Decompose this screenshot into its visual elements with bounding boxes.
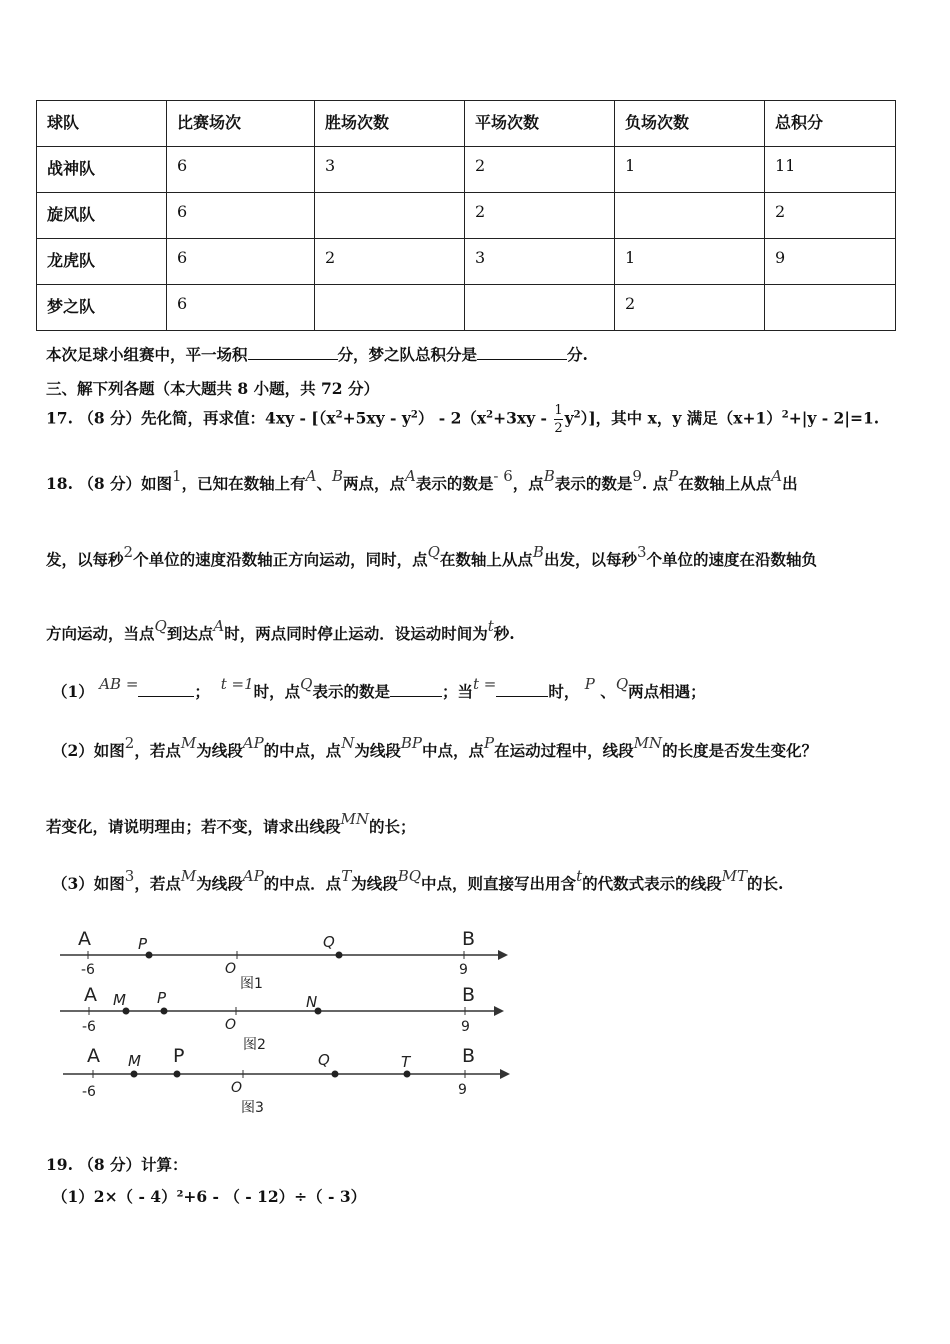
label-M: M	[128, 1052, 141, 1070]
text: 、	[316, 474, 332, 493]
text: 中点，点	[421, 741, 484, 760]
math: t	[576, 867, 583, 885]
text: 本次足球小组赛中，平一场积	[46, 345, 248, 364]
table-cell: 龙虎队	[37, 239, 167, 285]
table-cell: 3	[465, 239, 615, 285]
text: 秒.	[493, 624, 515, 643]
table-cell: 2	[315, 239, 465, 285]
label-B: B	[462, 928, 476, 950]
text: （2）如图	[52, 741, 125, 760]
table-cell: 9	[765, 239, 896, 285]
figure-caption: 图1	[240, 976, 263, 992]
math: P	[668, 467, 679, 485]
text: 的代数式表示的线段	[582, 874, 722, 893]
math: 9	[632, 467, 642, 485]
math: A	[305, 467, 317, 485]
math: - 6	[493, 467, 513, 485]
math: Q	[300, 675, 313, 693]
exponent: 2	[573, 409, 581, 421]
table-row	[37, 239, 896, 285]
question-18-part2	[52, 734, 818, 761]
math: 2	[124, 734, 135, 752]
figure-2	[60, 984, 504, 1053]
label-P: P	[157, 989, 167, 1007]
table-cell: 旋风队	[37, 193, 167, 239]
label-A: A	[78, 928, 91, 950]
table-cell: 6	[167, 147, 315, 193]
question-18-line2	[46, 543, 818, 570]
text: 若变化，请说明理由；若不变，请求出线段	[46, 817, 341, 836]
score-table	[36, 100, 896, 331]
exponent: 2	[410, 409, 418, 421]
label-O: O	[231, 1080, 243, 1096]
text: 17. （8 分）先化简，再求值：4xy - [（x	[46, 408, 336, 428]
text: 时，两点同时停止运动．设运动时间为	[224, 624, 488, 643]
table-cell: 6	[167, 193, 315, 239]
text: 的长.	[746, 874, 784, 893]
text: 分.	[567, 345, 588, 364]
table-cell: 1	[615, 147, 765, 193]
math: 3	[636, 543, 647, 561]
math: BQ	[397, 867, 422, 885]
text: . 点	[641, 474, 669, 493]
text: 在运动过程中，线段	[494, 741, 634, 760]
tick-label: 9	[459, 962, 468, 978]
math: P	[483, 734, 495, 752]
table-row	[37, 193, 896, 239]
tick-label: -6	[81, 962, 95, 978]
text: 分，梦之队总积分是	[337, 345, 478, 364]
label-A: A	[84, 984, 97, 1006]
math: AP	[242, 734, 264, 752]
table-cell: 2	[465, 193, 615, 239]
table-cell: 2	[615, 285, 765, 331]
text: 方向运动，当点	[46, 624, 155, 643]
table-cell: 6	[167, 285, 315, 331]
answer-blank	[390, 682, 442, 697]
text: 时，点	[253, 682, 301, 701]
text: ；当	[441, 682, 473, 701]
text: 出	[782, 474, 798, 493]
math: t	[487, 617, 494, 635]
text: 为线段	[354, 741, 401, 760]
math: A	[771, 467, 783, 485]
text: 的中点，点	[263, 741, 342, 760]
tick-label: 9	[458, 1082, 467, 1098]
table-cell	[615, 193, 765, 239]
question-18-line1	[46, 467, 798, 494]
label-B: B	[462, 984, 476, 1006]
text: （3）如图	[52, 874, 125, 893]
math: t =	[473, 675, 497, 693]
math: MT	[721, 867, 747, 885]
table-cell: 1	[615, 239, 765, 285]
math: MN	[633, 734, 663, 752]
figure-caption: 图2	[243, 1037, 266, 1053]
text: 个单位的速度沿数轴正方向运动，同时，点	[133, 550, 428, 569]
math: BP	[400, 734, 422, 752]
math: 1	[172, 467, 182, 485]
text: 表示的数是	[312, 682, 390, 701]
table-cell	[315, 193, 465, 239]
table-row	[37, 285, 896, 331]
text: +3xy -	[493, 408, 553, 428]
figure-3	[63, 1045, 510, 1116]
header-cell: 负场次数	[615, 101, 765, 147]
label-M: M	[113, 991, 126, 1009]
text: 表示的数是	[415, 474, 494, 493]
text: ；	[194, 682, 210, 701]
header-cell: 平场次数	[465, 101, 615, 147]
label-P: P	[173, 1045, 185, 1067]
point-marker	[336, 952, 343, 959]
question-19-title: 19. （8 分）计算：	[46, 1155, 188, 1174]
exponent: 2	[486, 409, 494, 421]
text: 为线段	[196, 741, 243, 760]
math: 2	[123, 543, 134, 561]
math: T	[341, 867, 352, 885]
text: 、	[600, 682, 616, 701]
text: ，若点	[134, 874, 181, 893]
label-Q: Q	[318, 1051, 330, 1069]
math: Q	[154, 617, 167, 635]
point-marker	[332, 1071, 339, 1078]
fraction-numerator: 1	[554, 403, 563, 418]
text: ） - 2（x	[417, 408, 487, 428]
question-18-line3	[46, 617, 515, 644]
arrow-head	[498, 950, 508, 960]
math: MN	[340, 810, 369, 828]
text: （1）	[52, 682, 94, 701]
math: A	[213, 617, 225, 635]
math: P	[584, 675, 595, 693]
question-17	[46, 402, 879, 437]
math: B	[331, 467, 343, 485]
figure-1	[60, 928, 508, 992]
question-18-part3	[52, 867, 784, 894]
table-cell: 2	[765, 193, 896, 239]
text: 出发，以每秒	[543, 550, 637, 569]
table-cell: 11	[765, 147, 896, 193]
text: 的长；	[369, 817, 416, 836]
section-title: 三、解下列各题（本大题共 8 小题，共 72 分）	[46, 379, 379, 398]
label-T: T	[401, 1053, 411, 1071]
answer-blank	[496, 682, 548, 697]
text: +5xy - y	[342, 408, 411, 428]
table-cell	[465, 285, 615, 331]
math: Q	[615, 675, 629, 693]
header-cell: 胜场次数	[315, 101, 465, 147]
point-marker	[174, 1071, 181, 1078]
number-line-figures	[0, 915, 950, 1125]
label-Q: Q	[323, 933, 335, 951]
table-cell	[765, 285, 896, 331]
text: 两点相遇；	[628, 682, 706, 701]
text: ，若点	[134, 741, 181, 760]
text: ，已知在数轴上有	[181, 474, 306, 493]
figure-caption: 图3	[241, 1100, 264, 1116]
text: 中点，则直接写出用含	[421, 874, 577, 893]
math: AP	[242, 867, 264, 885]
label-O: O	[225, 1017, 237, 1033]
fraction	[554, 402, 562, 437]
fraction-denominator: 2	[554, 421, 563, 436]
label-N: N	[306, 993, 318, 1011]
text: 个单位的速度在沿数轴负	[646, 550, 818, 569]
tick-label: -6	[82, 1084, 96, 1100]
math: M	[180, 734, 197, 752]
header-cell: 比赛场次	[167, 101, 315, 147]
text: 18. （8 分）如图	[46, 474, 173, 493]
header-cell: 总积分	[765, 101, 896, 147]
answer-blank	[477, 345, 567, 360]
table-row	[37, 147, 896, 193]
text: 发，以每秒	[46, 550, 124, 569]
label-A: A	[87, 1045, 100, 1067]
math: N	[341, 734, 355, 752]
text: 的中点．点	[263, 874, 342, 893]
question-19-part1: （1）2×（ - 4）²+6 - （ - 12）÷（ - 3）	[52, 1187, 367, 1206]
point-marker	[161, 1008, 168, 1015]
label-B: B	[462, 1045, 476, 1067]
arrow-head	[494, 1006, 504, 1016]
math: A	[405, 467, 416, 485]
table-header-row	[37, 101, 896, 147]
answer-blank	[248, 345, 338, 360]
math: M	[180, 867, 197, 885]
math: t =1	[220, 675, 254, 693]
text: 为线段	[196, 874, 243, 893]
question-18-part2-cont	[46, 810, 416, 837]
math: B	[543, 467, 555, 485]
exponent: 2	[781, 409, 789, 421]
arrow-head	[500, 1069, 510, 1079]
text: 到达点	[166, 624, 214, 643]
table-cell: 6	[167, 239, 315, 285]
point-marker	[404, 1071, 411, 1078]
math: AB =	[99, 675, 139, 693]
text: y	[564, 408, 574, 428]
text: 时，	[548, 682, 580, 701]
table-cell	[315, 285, 465, 331]
text: 两点，点	[343, 474, 406, 493]
tick-label: 9	[461, 1019, 470, 1035]
text: 为线段	[351, 874, 398, 893]
table-cell: 梦之队	[37, 285, 167, 331]
text: 在数轴上从点	[678, 474, 772, 493]
exponent: 2	[335, 409, 343, 421]
fill-in-sentence	[46, 343, 588, 365]
text: 在数轴上从点	[439, 550, 533, 569]
table-cell: 战神队	[37, 147, 167, 193]
point-marker	[131, 1071, 138, 1078]
answer-blank	[138, 682, 194, 697]
table-cell: 3	[315, 147, 465, 193]
label-P: P	[138, 935, 148, 953]
tick-label: -6	[82, 1019, 96, 1035]
label-O: O	[225, 961, 237, 977]
question-18-part1	[52, 675, 706, 702]
math: B	[532, 543, 544, 561]
text: 的长度是否发生变化？	[662, 741, 818, 760]
text: 表示的数是	[554, 474, 633, 493]
text: ，点	[512, 474, 544, 493]
text: ）]，其中 x，y 满足（x+1）	[580, 408, 782, 428]
header-cell: 球队	[37, 101, 167, 147]
math: 3	[124, 867, 135, 885]
math: Q	[427, 543, 440, 561]
table-cell: 2	[465, 147, 615, 193]
text: +|y - 2|=1.	[788, 408, 880, 428]
